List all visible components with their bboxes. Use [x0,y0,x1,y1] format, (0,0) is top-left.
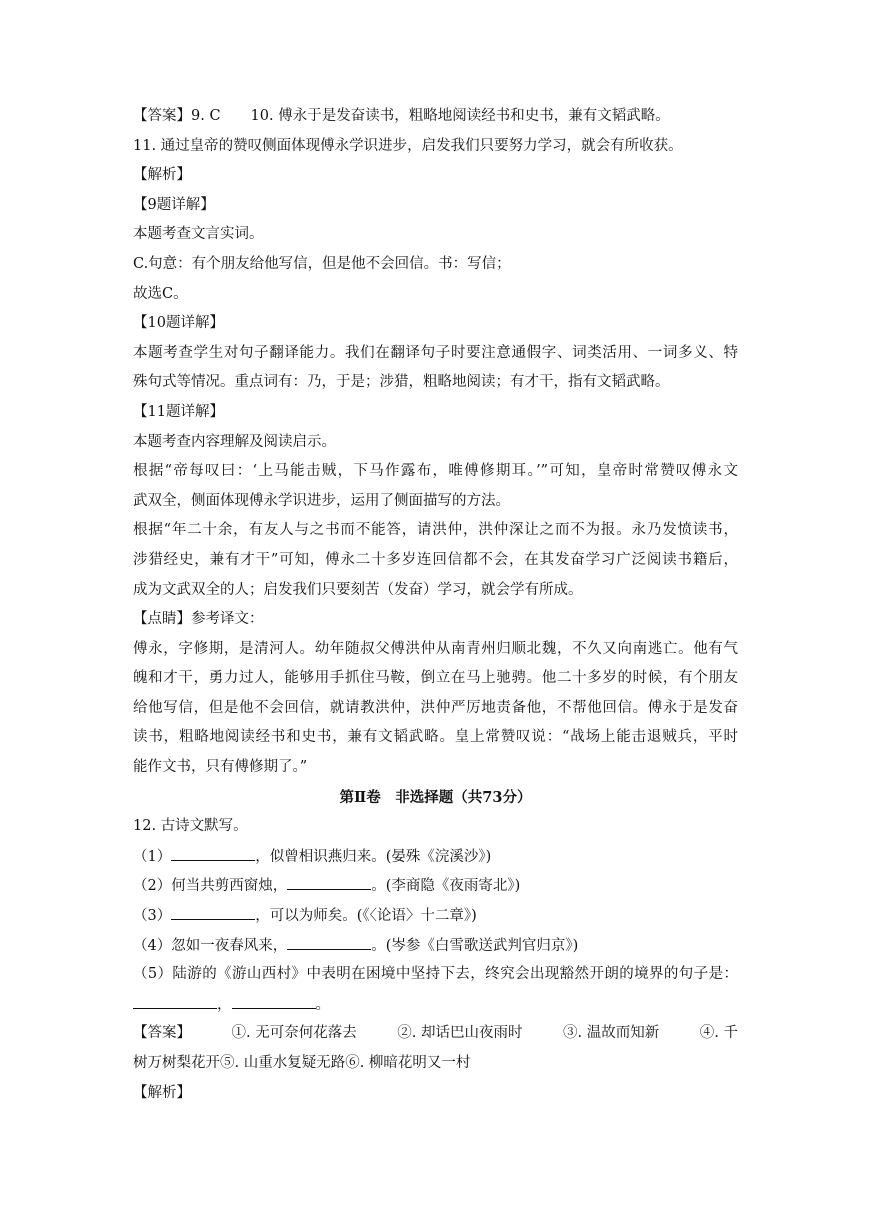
q12-3-suffix: ，可以为师矣。(《〈论语〉十二章》) [255,908,477,925]
answer2-item-5: ⑤. 山重水复疑无路 [220,1055,346,1071]
q12-4-prefix: （4）忽如一夜春风来， [133,937,288,954]
document-content [133,102,738,1108]
q12-item-1 [133,842,738,872]
tip-line [133,605,738,635]
q10-line-1: 本题考查学生对句子翻译能力。我们在翻译句子时要注意通假字、词类活用、一词多义、特 [133,344,738,361]
q9-line-3: 故选C。 [133,285,188,302]
q12-5-separator: ， [217,996,232,1013]
q9-line-1: 本题考查文言实词。 [133,226,264,243]
answer-item-9: 9. C [191,108,221,124]
q10-label: 【10题详解】 [133,315,224,332]
q12-item-4 [133,931,738,961]
q11-line-6: 成为文武双全的人；启发我们只要刻苦（发奋）学习，就会学有所成。 [133,581,583,598]
q11-label: 【11题详解】 [133,403,224,420]
q12-4-suffix: 。(岑参《白雪歌送武判官归京》) [371,937,579,954]
q11-line-3: 武双全，侧面体现傅永学识进步，运用了侧面描写的方法。 [133,492,510,509]
q12-title: 12. 古诗文默写。 [133,818,248,835]
answer-line-1 [133,102,738,132]
q9-label: 【9题详解】 [133,196,215,213]
answer2-item-6: ⑥. 柳暗花明又一村 [345,1055,471,1071]
q12-5-end: 。 [315,996,330,1013]
answer2-item-4: ④. 千 [699,1025,738,1042]
answer2-item-2: ②. 却话巴山夜雨时 [397,1025,523,1042]
fill-blank-5 [133,990,217,1009]
q12-1-suffix: ，似曾相识燕归来。(晏殊《浣溪沙》) [255,848,492,865]
fill-blank-1 [171,842,255,861]
section-title: 第Ⅱ卷 非选择题（共73分） [339,788,532,806]
translation-line-2: 魄和才干，勇力过人，能够用手抓住马鞍，倒立在马上驰骋。他二十多岁的时候，有个朋友 [133,670,738,687]
translation-line-1: 傅永，字修期，是清河人。幼年随叔父傅洪仲从南青州归顺北魏，不久又向南逃亡。他有气 [133,640,738,657]
answer2-label: 【答案】 [133,1025,191,1042]
q12-item-2 [133,871,738,901]
q12-item-5: （5）陆游的《游山西村》中表明在困境中坚持下去，终究会出现豁然开朗的境界的句子是： [133,966,738,983]
answer2-item-3: ③. 温故而知新 [563,1025,660,1042]
q12-2-prefix: （2）何当共剪西窗烛， [133,878,288,895]
translation-line-5: 能作文书，只有傅修期了。” [133,759,308,776]
tip-label: 【点睛】 [133,611,191,628]
q12-2-suffix: 。(李商隐《夜雨寄北》) [371,878,521,895]
q11-line-5: 涉猎经史，兼有才干”可知，傅永二十多岁连回信都不会，在其发奋学习广泛阅读书籍后， [133,551,738,568]
answer-label: 【答案】 [133,108,191,124]
translation-line-3: 给他写信，但是他不会回信，就请教洪仲，洪仲严厉地责备他，不帮他回信。傅永于是发奋 [133,699,738,716]
translation-line-4: 读书，粗略地阅读经书和史书，兼有文韬武略。皇上常赞叹说：“战场上能击退贼兵，平时 [133,729,738,746]
fill-blank-4 [287,931,371,950]
answer2-line-1 [133,1019,738,1049]
q11-line-4: 根据“年二十余，有友人与之书而不能答，请洪仲，洪仲深让之而不为报。永乃发愤读书， [133,522,738,539]
q12-item-3 [133,901,738,931]
q12-1-prefix: （1） [133,848,172,865]
fill-blank-2 [287,871,371,890]
fill-blank-6 [232,990,316,1009]
q11-line-1: 本题考查内容理解及阅读启示。 [133,433,336,450]
fill-blank-3 [171,901,255,920]
q12-3-prefix: （3） [133,908,172,925]
q9-line-2: C.句意：有个朋友给他写信，但是他不会回信。书：写信； [133,255,511,272]
q10-line-2: 殊句式等情况。重点词有：乃，于是；涉猎，粗略地阅读；有才干，指有文韬武略。 [133,374,670,391]
answer-item-10: 10. 傅永于是发奋读书，粗略地阅读经书和史书，兼有文韬武略。 [250,108,670,124]
answer2-item-4-cont: 树万树梨花开 [133,1055,220,1071]
q11-line-2: 根据“帝每叹曰：‘上马能击贼，下马作露布，唯傅修期耳。’”可知，皇帝时常赞叹傅永文 [133,463,738,480]
answer2-item-1: ①. 无可奈何花落去 [231,1025,357,1042]
q12-item-5-blanks [133,990,738,1020]
answer-line-2: 11. 通过皇帝的赞叹侧面体现傅永学识进步，启发我们只要努力学习，就会有所收获。 [133,137,683,154]
analysis2-label: 【解析】 [133,1084,191,1101]
answer2-line-2 [133,1049,738,1079]
tip-text: 参考译文： [191,611,264,628]
analysis-label: 【解析】 [133,167,191,184]
